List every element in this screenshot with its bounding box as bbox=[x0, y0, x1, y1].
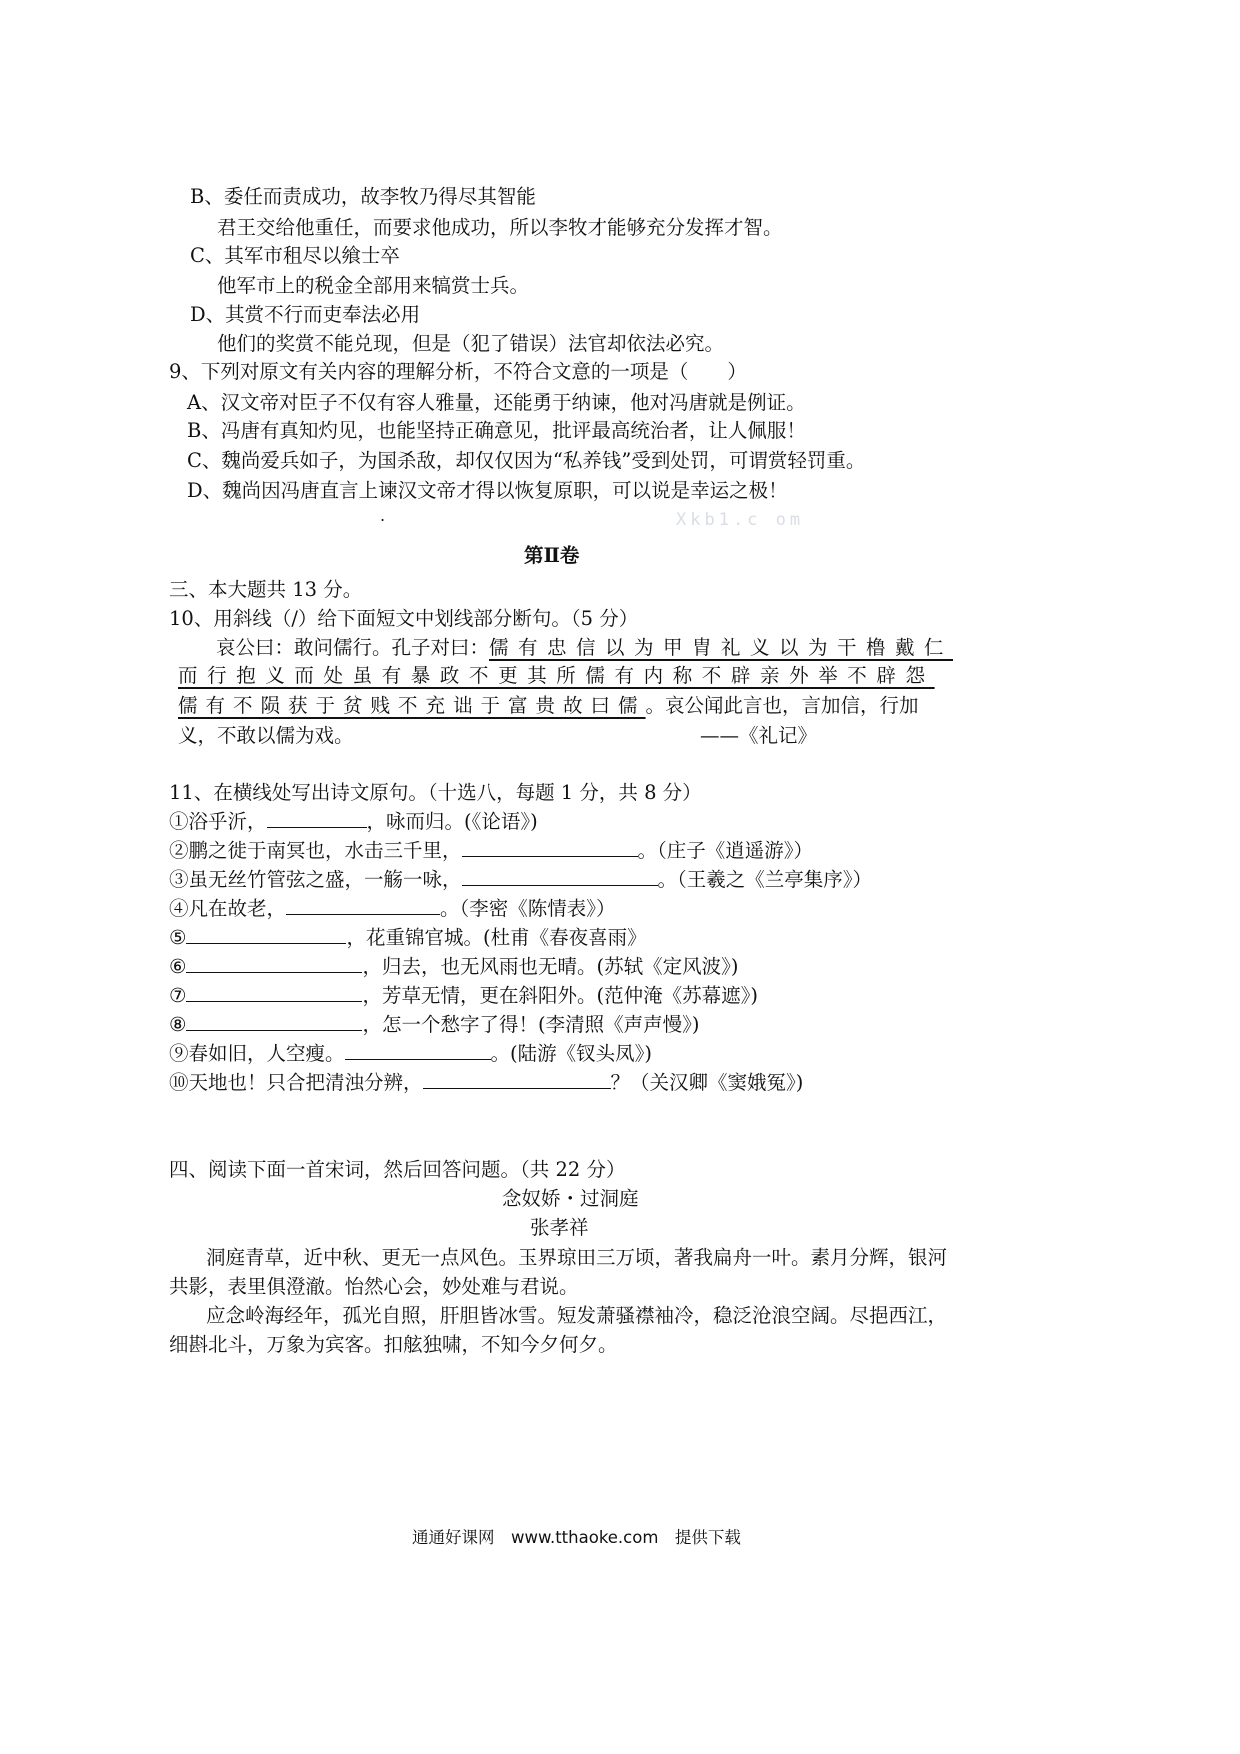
answer-blank-3[interactable] bbox=[462, 884, 658, 886]
q8-option-b-translation: 君王交给他重任，而要求他成功，所以李牧才能够充分发挥才智。 bbox=[217, 216, 783, 239]
poem-stanza-1-line-1: 洞庭青草，近中秋、更无一点风色。玉界琼田三万顷，著我扁舟一叶。素月分辉，银河 bbox=[206, 1246, 948, 1269]
poem-stanza-2-line-1: 应念岭海经年，孤光自照，肝胆皆冰雪。短发萧骚襟袖冷，稳泛沧浪空阔。尽挹西江， bbox=[206, 1304, 948, 1327]
q10-intro: 哀公曰：敢问儒行。孔子对曰： bbox=[216, 636, 490, 659]
q10-source: ——《礼记》 bbox=[700, 724, 818, 747]
q11-item-1-after: ，咏而归。(《论语》) bbox=[366, 810, 538, 833]
q9-option-d: D、魏尚因冯唐直言上谏汉文帝才得以恢复原职，可以说是幸运之极！ bbox=[187, 479, 788, 502]
page-footer: 通通好课网 www.tthaoke.com 提供下载 bbox=[412, 1528, 741, 1547]
q10-after-text: 。哀公闻此言也，言加信，行加 bbox=[645, 694, 919, 717]
q10-stem: 10、用斜线（/）给下面短文中划线部分断句。（5 分） bbox=[169, 607, 639, 630]
q11-item-4-after: 。（李密《陈情表》） bbox=[440, 897, 616, 920]
q11-item-2 bbox=[169, 841, 813, 861]
section-three-heading: 三、本大题共 13 分。 bbox=[169, 578, 363, 601]
q10-line-2 bbox=[178, 666, 935, 686]
q11-stem: 11、在横线处写出诗文原句。（十选八，每题 1 分，共 8 分） bbox=[169, 781, 702, 804]
q11-item-5 bbox=[169, 928, 647, 948]
q11-item-6-before: ⑥ bbox=[169, 955, 187, 978]
q11-item-6 bbox=[169, 957, 738, 977]
answer-blank-8[interactable] bbox=[186, 1029, 362, 1031]
q9-option-a: A、汉文帝对臣子不仅有容人雅量，还能勇于纳谏，他对冯唐就是例证。 bbox=[187, 391, 806, 414]
q11-item-3-after: 。（王羲之《兰亭集序》） bbox=[657, 868, 873, 891]
q11-item-9-before: ⑨春如旧，人空瘦。 bbox=[169, 1042, 345, 1065]
watermark-dot: . bbox=[380, 506, 386, 525]
q11-item-7-before: ⑦ bbox=[169, 984, 187, 1007]
answer-blank-4[interactable] bbox=[286, 913, 440, 915]
q10-underlined-1: 儒有忠信以为甲胄礼义以为干橹戴仁 bbox=[489, 636, 954, 659]
q9-option-c: C、魏尚爱兵如子，为国杀敌，却仅仅因为“私养钱”受到处罚，可谓赏轻罚重。 bbox=[187, 449, 866, 472]
q10-line-4: 义，不敢以儒为戏。 bbox=[178, 724, 354, 747]
q11-item-5-after: ，花重锦官城。(杜甫《春夜喜雨》 bbox=[346, 926, 647, 949]
q8-option-c-translation: 他军市上的税金全部用来犒赏士兵。 bbox=[217, 274, 530, 297]
q9-option-b: B、冯唐有真知灼见，也能坚持正确意见，批评最高统治者，让人佩服！ bbox=[187, 419, 806, 442]
q8-option-c: C、其军市租尽以飨士卒 bbox=[190, 244, 400, 267]
q11-item-9 bbox=[169, 1044, 652, 1064]
watermark-text: Xkb1.c om bbox=[676, 510, 805, 530]
q11-item-8-after: ，怎一个愁字了得！(李清照《声声慢》) bbox=[362, 1013, 700, 1036]
q11-item-1-before: ①浴乎沂， bbox=[169, 810, 267, 833]
q11-item-7-after: ，芳草无情，更在斜阳外。(范仲淹《苏幕遮》) bbox=[362, 984, 758, 1007]
q10-line-1 bbox=[216, 638, 953, 658]
q10-underlined-2: 而行抱义而处虽有暴政不更其所儒有内称不辟亲外举不辟怨 bbox=[178, 664, 935, 687]
q11-item-10-after: ？（关汉卿《窦娥冤》) bbox=[610, 1071, 804, 1094]
answer-blank-5[interactable] bbox=[186, 942, 346, 944]
q11-item-8-before: ⑧ bbox=[169, 1013, 187, 1036]
q10-line-3 bbox=[178, 696, 919, 716]
q9-stem: 9、下列对原文有关内容的理解分析，不符合文意的一项是（ ） bbox=[169, 360, 747, 383]
q11-item-10 bbox=[169, 1073, 803, 1093]
q8-option-b: B、委任而责成功，故李牧乃得尽其智能 bbox=[190, 185, 536, 208]
part-two-title: 第Ⅱ卷 bbox=[524, 544, 580, 567]
answer-blank-10[interactable] bbox=[423, 1087, 611, 1089]
q11-item-2-before: ②鹏之徙于南冥也，水击三千里， bbox=[169, 839, 462, 862]
q11-item-1 bbox=[169, 812, 538, 832]
q11-item-10-before: ⑩天地也！只合把清浊分辨， bbox=[169, 1071, 423, 1094]
answer-blank-1[interactable] bbox=[267, 826, 367, 828]
answer-blank-6[interactable] bbox=[186, 971, 362, 973]
poem-stanza-2-line-2: 细斟北斗，万象为宾客。扣舷独啸，不知今夕何夕。 bbox=[169, 1333, 618, 1356]
q8-option-d-translation: 他们的奖赏不能兑现，但是（犯了错误）法官却依法必究。 bbox=[217, 332, 725, 355]
section-four-heading: 四、阅读下面一首宋词，然后回答问题。（共 22 分） bbox=[169, 1158, 626, 1181]
q11-item-5-before: ⑤ bbox=[169, 926, 187, 949]
q11-item-4 bbox=[169, 899, 616, 919]
q11-item-9-after: 。(陆游《钗头凤》) bbox=[490, 1042, 652, 1065]
q8-option-d: D、其赏不行而吏奉法必用 bbox=[190, 303, 421, 326]
q11-item-3-before: ③虽无丝竹管弦之盛，一觞一咏， bbox=[169, 868, 462, 891]
poem-title: 念奴娇・过洞庭 bbox=[502, 1187, 639, 1210]
answer-blank-2[interactable] bbox=[462, 855, 638, 857]
poem-stanza-1-line-2: 共影，表里俱澄澈。怡然心会，妙处难与君说。 bbox=[169, 1275, 579, 1298]
poem-author: 张孝祥 bbox=[530, 1216, 589, 1239]
q11-item-6-after: ，归去，也无风雨也无晴。(苏轼《定风波》) bbox=[362, 955, 739, 978]
q11-item-4-before: ④凡在故老， bbox=[169, 897, 287, 920]
answer-blank-9[interactable] bbox=[345, 1058, 491, 1060]
answer-blank-7[interactable] bbox=[186, 1000, 362, 1002]
q11-item-3 bbox=[169, 870, 872, 890]
q11-item-8 bbox=[169, 1015, 699, 1035]
q11-item-2-after: 。（庄子《逍遥游》） bbox=[637, 839, 814, 862]
q10-underlined-3: 儒有不陨获于贫贱不充诎于富贵故曰儒 bbox=[178, 694, 646, 717]
q11-item-7 bbox=[169, 986, 758, 1006]
